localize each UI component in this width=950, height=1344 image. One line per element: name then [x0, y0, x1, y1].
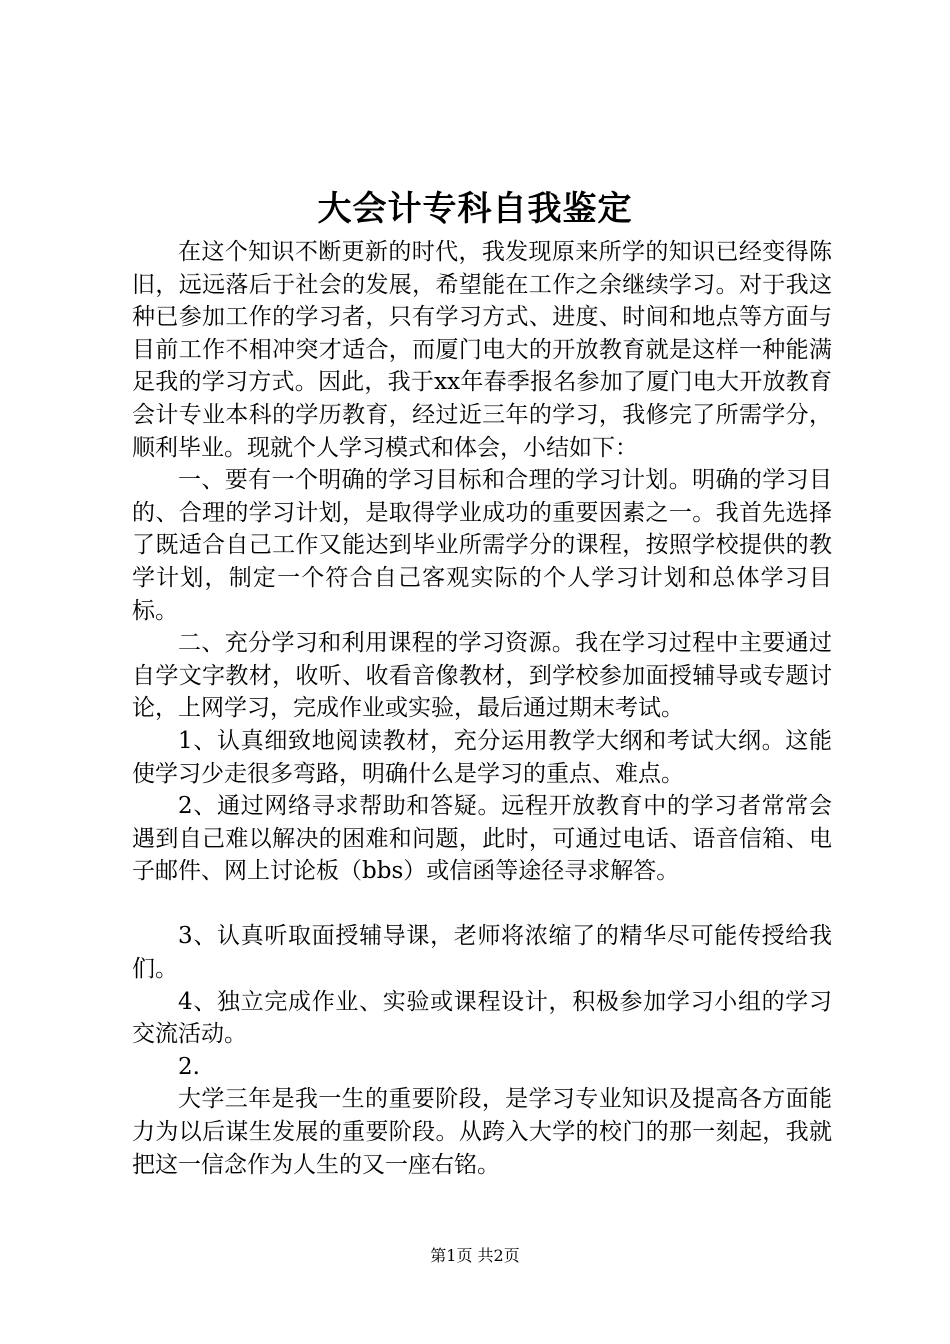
- paragraph-item-2: 2、通过网络寻求帮助和答疑。远程开放教育中的学习者常常会遇到自己难以解决的困难和问题，此时，可通过电话、语音信箱、电子邮件、网上讨论板（bbs）或信函等途径寻求解答。: [132, 793, 832, 885]
- blank-line: [132, 888, 832, 921]
- paragraph-intro: 在这个知识不断更新的时代，我发现原来所学的知识已经变得陈旧，远远落后于社会的发展，希望能在工作之余继续学习。对于我这种已参加工作的学习者，只有学习方式、进度、时间和地点等方面与目前工作不相冲突才适合，而厦门电大的开放教育就是这样一种能满足我的学习方式。因此，我于xx年春季报名参加了厦门电大开放教育会计专业本科的学历教育，经过近三年的学习，我修完了所需学分，顺利毕业。现就个人学习模式和体会，小结如下：: [132, 239, 832, 461]
- document-title: 大会计专科自我鉴定: [317, 189, 633, 229]
- paragraph-conclusion: 大学三年是我一生的重要阶段，是学习专业知识及提高各方面能力为以后谋生发展的重要阶段。从跨入大学的校门的那一刻起，我就把这一信念作为人生的又一座右铭。: [132, 1086, 832, 1178]
- paragraph-item-number: 2.: [178, 1053, 200, 1080]
- paragraph-section-2: 二、充分学习和利用课程的学习资源。我在学习过程中主要通过自学文字教材，收听、收看音像教材，到学校参加面授辅导或专题讨论，上网学习，完成作业或实验，最后通过期末考试。: [132, 630, 832, 722]
- paragraph-item-4: 4、独立完成作业、实验或课程设计，积极参加学习小组的学习交流活动。: [132, 988, 832, 1048]
- document-body: [132, 236, 832, 1181]
- paragraph-section-1: 一、要有一个明确的学习目标和合理的学习计划。明确的学习目的、合理的学习计划，是取得学业成功的重要因素之一。我首先选择了既适合自己工作又能达到毕业所需学分的课程，按照学校提供的教学计划，制定一个符合自己客观实际的个人学习计划和总体学习目标。: [132, 467, 832, 624]
- page-footer: 第1页 共2页: [430, 1246, 520, 1265]
- paragraph-item-3: 3、认真听取面授辅导课，老师将浓缩了的精华尽可能传授给我们。: [132, 923, 832, 983]
- paragraph-item-1: 1、认真细致地阅读教材，充分运用教学大纲和考试大纲。这能使学习少走很多弯路，明确什么是学习的重点、难点。: [132, 727, 832, 787]
